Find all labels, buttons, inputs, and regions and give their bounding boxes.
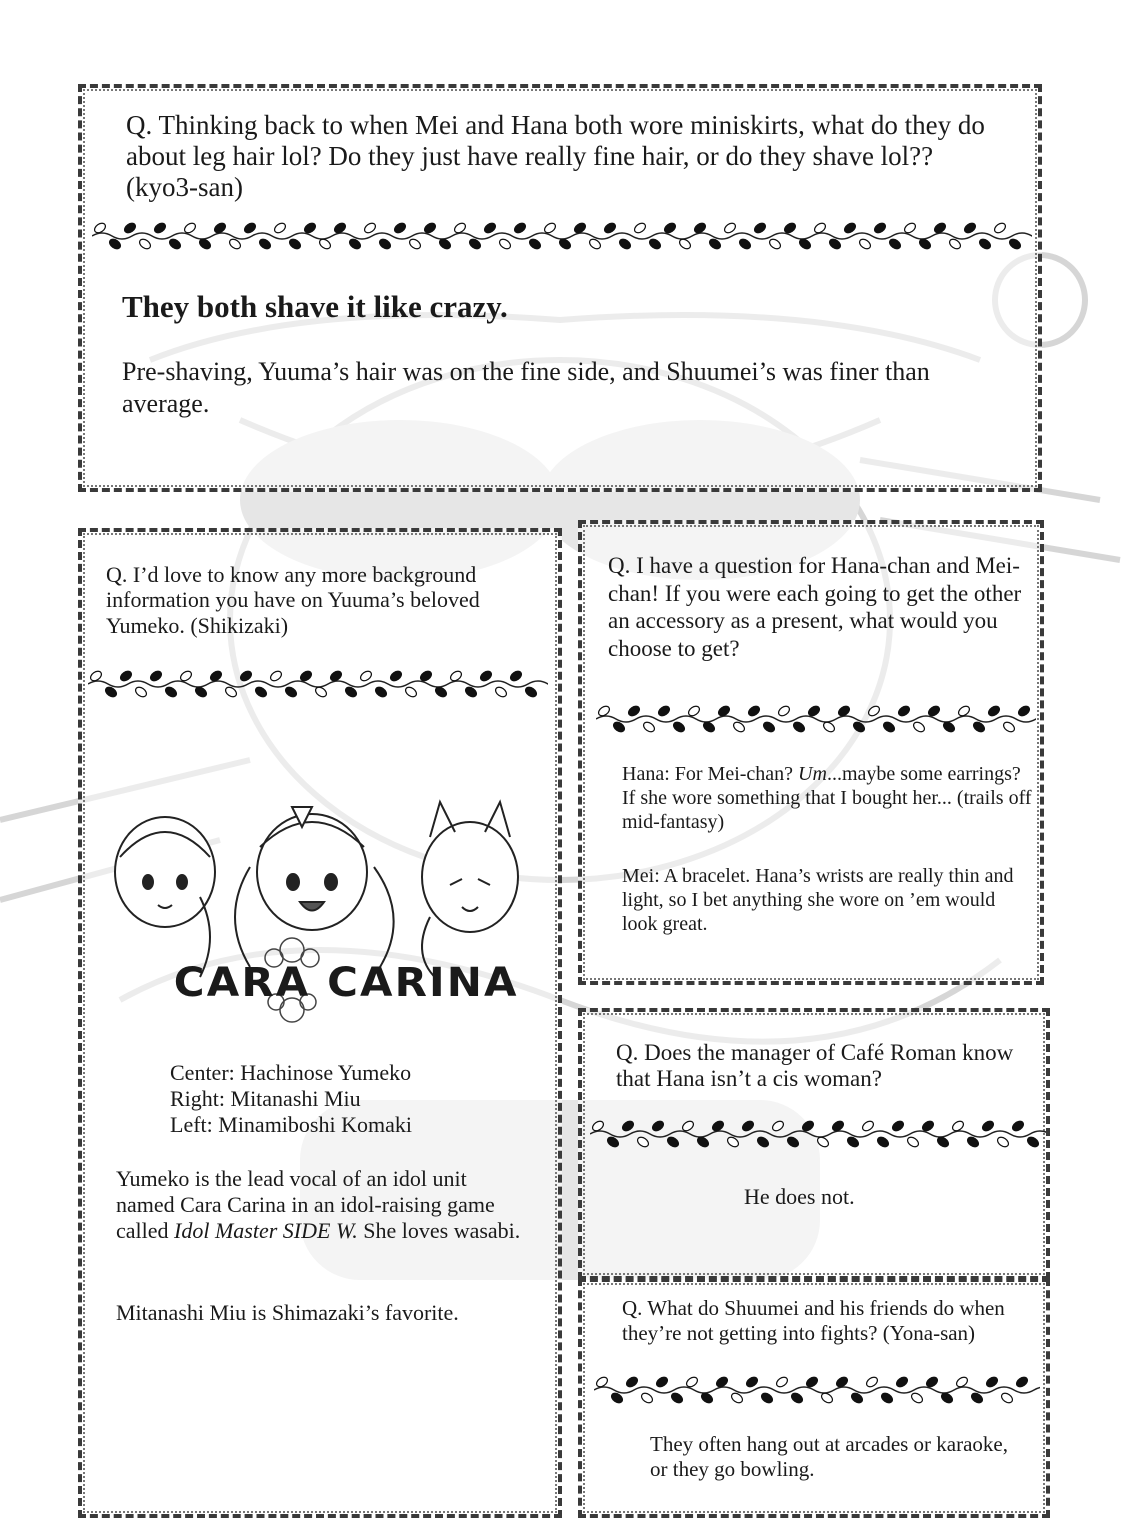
leaf-icon	[636, 1135, 650, 1148]
leaf-icon	[891, 1119, 905, 1132]
hana-prefix: Hana: For Mei-chan?	[622, 763, 799, 785]
leaf-icon	[741, 1119, 755, 1132]
leaf-icon	[985, 1375, 999, 1388]
leaf-icon	[618, 237, 632, 250]
leaf-icon	[756, 1135, 770, 1148]
leaf-icon	[239, 669, 253, 682]
credit-right: Right: Mitanashi Miu	[170, 1086, 361, 1111]
leaf-icon	[861, 1119, 875, 1132]
leaf-icon	[981, 1119, 995, 1132]
leaf-icon	[258, 237, 272, 250]
favorite-note: Mitanashi Miu is Shimazaki’s favorite.	[116, 1300, 459, 1325]
answer-headline: They both shave it like crazy.	[122, 289, 508, 324]
leaf-vine-icon	[596, 699, 1036, 739]
leaf-icon	[963, 221, 977, 234]
leaf-icon	[843, 221, 857, 234]
chibi-face-icon	[115, 817, 215, 977]
leaf-icon	[657, 704, 671, 717]
leaf-icon	[672, 720, 686, 733]
question-text: Q. I’d love to know any more background information you have on Yuuma’s beloved Yumeko. (Shikizaki)	[106, 562, 480, 638]
leaf-icon	[1008, 237, 1022, 250]
leaf-icon	[134, 685, 148, 698]
leaf-icon	[655, 1375, 669, 1388]
leaf-icon	[621, 1119, 635, 1132]
leaf-icon	[993, 221, 1007, 234]
leaf-icon	[723, 221, 737, 234]
qa-box-leg-hair	[78, 84, 1042, 492]
yumeko-description	[116, 1166, 526, 1244]
leaf-vine-icon	[590, 1114, 1046, 1154]
leaf-icon	[762, 720, 776, 733]
leaf-icon	[775, 1375, 789, 1388]
cara-carina-logo: CARA CARINA	[173, 960, 519, 1006]
leaf-icon	[888, 237, 902, 250]
leaf-icon	[670, 1391, 684, 1404]
leaf-icon	[666, 1135, 680, 1148]
leaf-icon	[374, 685, 388, 698]
answer-text: Pre-shaving, Yuuma’s hair was on the fine side, and Shuumei’s was finer than average.	[122, 357, 930, 418]
leaf-icon	[168, 237, 182, 250]
leaf-icon	[996, 1135, 1010, 1148]
qa-box-shuumei-friends	[578, 1278, 1050, 1518]
hana-rest: ...maybe some earrings? If she wore something that I bought her... (trails off mid-fantasy)	[622, 763, 1032, 833]
leaf-icon	[978, 237, 992, 250]
leaf-icon	[603, 221, 617, 234]
leaf-icon	[648, 237, 662, 250]
answer-text: They often hang out at arcades or karaoke, or they go bowling.	[650, 1432, 1009, 1482]
leaf-icon	[284, 685, 298, 698]
leaf-icon	[1011, 1119, 1025, 1132]
leaf-icon	[895, 1375, 909, 1388]
leaf-icon	[164, 685, 178, 698]
leaf-icon	[483, 221, 497, 234]
leaf-icon	[1015, 1375, 1029, 1388]
leaf-icon	[408, 237, 422, 250]
leaf-icon	[269, 669, 283, 682]
leaf-icon	[865, 1375, 879, 1388]
leaf-icon	[747, 704, 761, 717]
leaf-icon	[119, 669, 133, 682]
leaf-icon	[509, 669, 523, 682]
description-part: Yumeko is the lead vocal of an idol unit named Cara Carina in an idol-raising game called	[116, 1166, 495, 1243]
leaf-icon	[876, 1135, 890, 1148]
leaf-icon	[790, 1391, 804, 1404]
leaf-icon	[906, 1135, 920, 1148]
leaf-icon	[633, 221, 647, 234]
hana-answer	[622, 762, 1032, 834]
leaf-icon	[910, 1391, 924, 1404]
game-title: Idol Master SIDE W.	[174, 1217, 358, 1243]
qa-box-cafe-roman	[578, 1008, 1050, 1280]
leaf-icon	[254, 685, 268, 698]
leaf-vine-icon	[88, 664, 548, 704]
leaf-icon	[777, 704, 791, 717]
leaf-icon	[404, 685, 418, 698]
leaf-icon	[288, 237, 302, 250]
leaf-icon	[753, 221, 767, 234]
leaf-icon	[771, 1119, 785, 1132]
qa-box-yumeko	[78, 528, 562, 1518]
leaf-icon	[642, 720, 656, 733]
leaf-icon	[897, 704, 911, 717]
leaf-icon	[867, 704, 881, 717]
leaf-icon	[745, 1375, 759, 1388]
leaf-icon	[389, 669, 403, 682]
hana-um: Um	[798, 763, 827, 785]
leaf-icon	[880, 1391, 894, 1404]
leaf-icon	[479, 669, 493, 682]
leaf-icon	[858, 237, 872, 250]
qa-box-accessory	[578, 520, 1044, 985]
leaf-icon	[651, 1119, 665, 1132]
leaf-icon	[363, 221, 377, 234]
leaf-icon	[640, 1391, 654, 1404]
leaf-icon	[738, 237, 752, 250]
leaf-icon	[498, 237, 512, 250]
leaf-icon	[760, 1391, 774, 1404]
leaf-icon	[273, 221, 287, 234]
credit-center: Center: Hachinose Yumeko	[170, 1060, 412, 1085]
leaf-icon	[243, 221, 257, 234]
leaf-icon	[494, 685, 508, 698]
leaf-vine-icon	[594, 1370, 1040, 1410]
leaf-icon	[359, 669, 373, 682]
leaf-icon	[882, 720, 896, 733]
answer-text: He does not.	[744, 1184, 855, 1209]
leaf-icon	[912, 720, 926, 733]
question-text: Q. Thinking back to when Mei and Hana both wore miniskirts, what do they do about leg hair lol? Do they just have really fine hair, or do they shave lol?? (kyo3-san)	[126, 110, 985, 203]
leaf-icon	[123, 221, 137, 234]
question-text: Q. What do Shuumei and his friends do when they’re not getting into fights? (Yona-san)	[622, 1296, 1005, 1345]
leaf-icon	[149, 669, 163, 682]
leaf-icon	[528, 237, 542, 250]
description-part: She loves wasabi.	[357, 1217, 521, 1243]
leaf-icon	[524, 685, 538, 698]
mei-answer: Mei: A bracelet. Hana’s wrists are really thin and light, so I bet anything she wore on ’em would look great.	[622, 865, 1014, 935]
leaf-icon	[1002, 720, 1016, 733]
leaf-icon	[138, 237, 152, 250]
leaf-icon	[987, 704, 1001, 717]
leaf-icon	[792, 720, 806, 733]
leaf-icon	[378, 237, 392, 250]
chibi-face-icon	[422, 802, 518, 982]
leaf-icon	[873, 221, 887, 234]
leaf-icon	[1000, 1391, 1014, 1404]
leaf-icon	[625, 1375, 639, 1388]
leaf-icon	[627, 704, 641, 717]
leaf-icon	[153, 221, 167, 234]
leaf-icon	[768, 237, 782, 250]
question-text: Q. Does the manager of Café Roman know that Hana isn’t a cis woman?	[616, 1040, 1014, 1092]
leaf-icon	[786, 1135, 800, 1148]
leaf-vine-icon	[92, 216, 1032, 256]
question-text: Q. I have a question for Hana-chan and Mei-chan! If you were each going to get the other an accessory as a present, what would you choose to get?	[608, 553, 1022, 661]
credit-left: Left: Minamiboshi Komaki	[170, 1112, 412, 1137]
leaf-icon	[513, 221, 527, 234]
leaf-icon	[1017, 704, 1031, 717]
leaf-icon	[393, 221, 407, 234]
leaf-icon	[1026, 1135, 1040, 1148]
